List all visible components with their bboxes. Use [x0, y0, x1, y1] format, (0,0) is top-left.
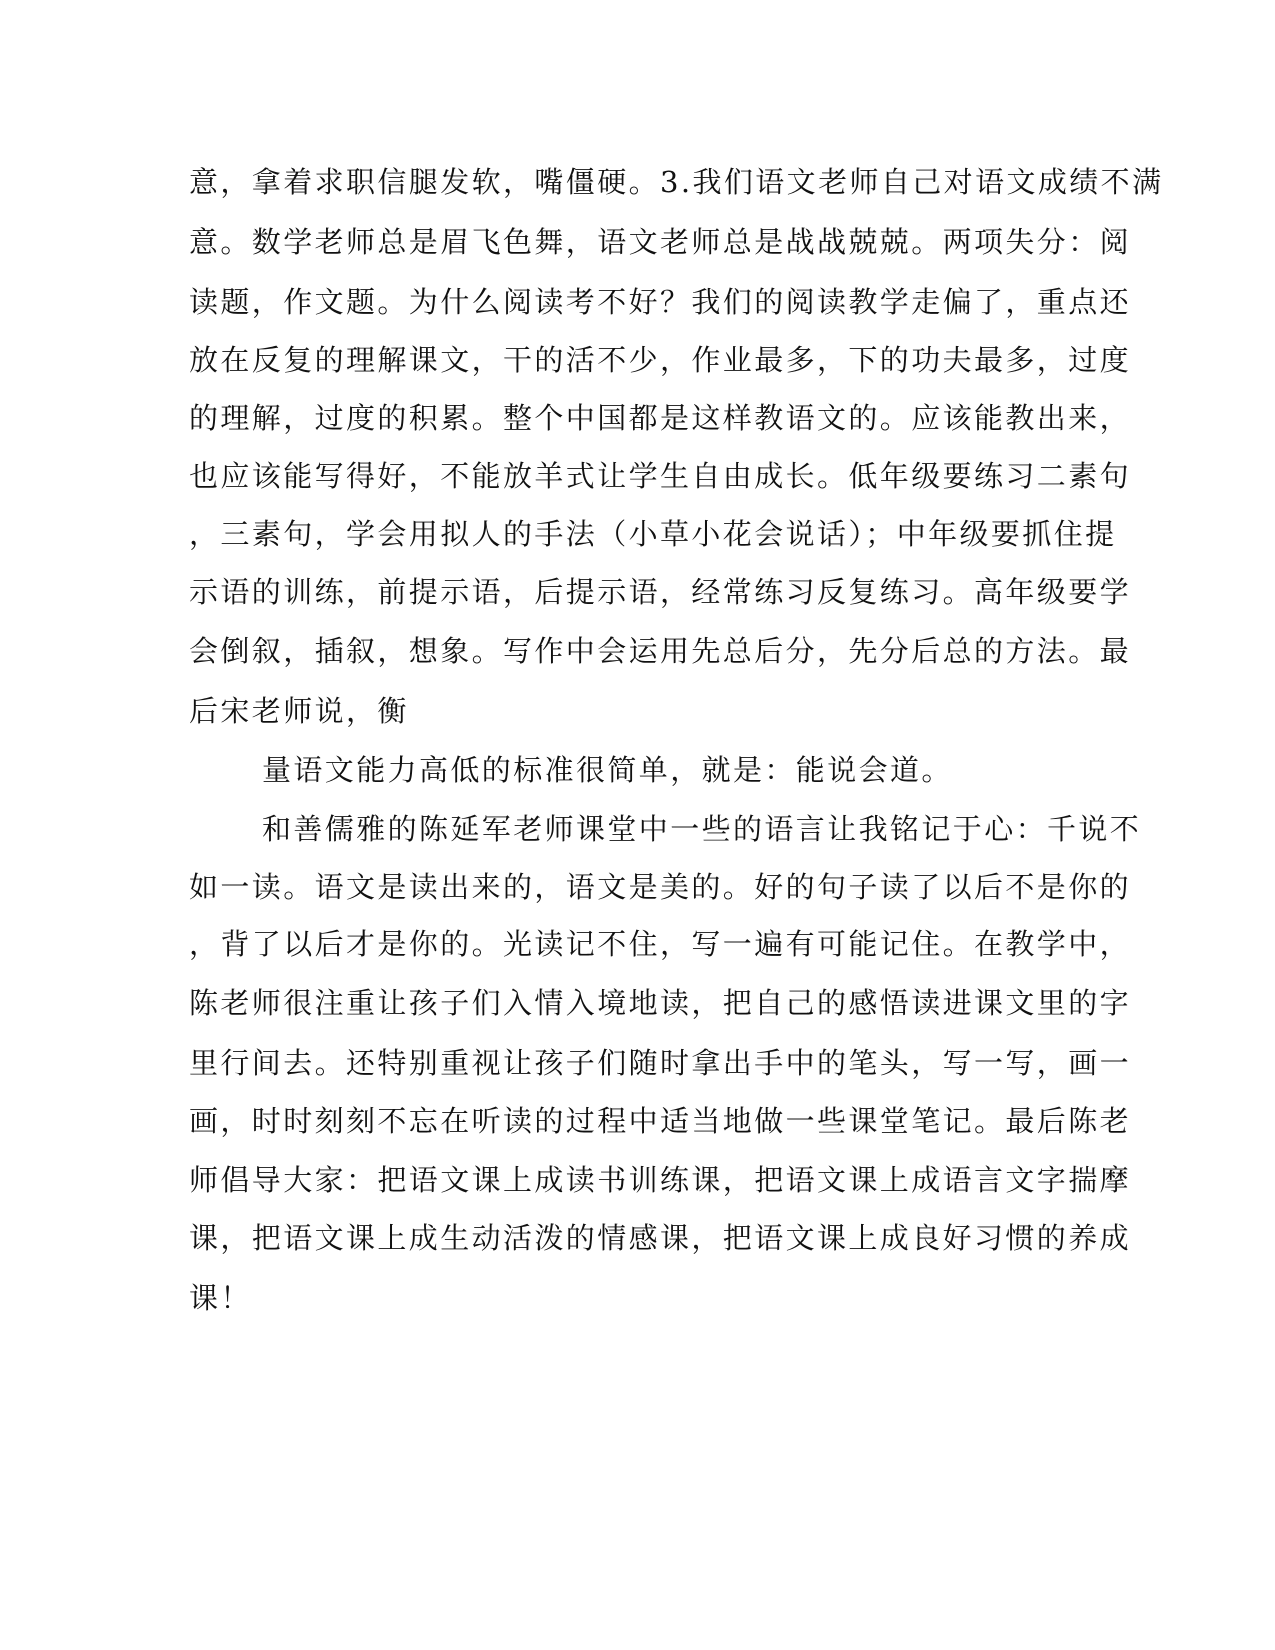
- paragraph-1-line-9: 会倒叙，插叙，想象。写作中会运用先总后分，先分后总的方法。最: [189, 634, 1132, 668]
- paragraph-3-line-4: 陈老师很注重让孩子们入情入境地读，把自己的感悟读进课文里的字: [189, 986, 1132, 1020]
- paragraph-1-line-4: 放在反复的理解课文，干的活不少，作业最多，下的功夫最多，过度: [189, 343, 1132, 377]
- paragraph-3-line-7: 师倡导大家：把语文课上成读书训练课，把语文课上成语言文字揣摩: [189, 1163, 1132, 1197]
- paragraph-1-line-1: 意，拿着求职信腿发软，嘴僵硬。3.我们语文老师自己对语文成绩不满: [189, 165, 1164, 199]
- paragraph-1-line-8: 示语的训练，前提示语，后提示语，经常练习反复练习。高年级要学: [189, 575, 1132, 609]
- paragraph-3-line-2: 如一读。语文是读出来的，语文是美的。好的句子读了以后不是你的: [189, 870, 1132, 904]
- paragraph-3-line-5: 里行间去。还特别重视让孩子们随时拿出手中的笔头，写一写，画一: [189, 1046, 1132, 1080]
- paragraph-2-line-1: 量语文能力高低的标准很简单，就是：能说会道。: [262, 753, 953, 787]
- paragraph-1-line-6: 也应该能写得好，不能放羊式让学生自由成长。低年级要练习二素句: [189, 459, 1132, 493]
- paragraph-3-line-6: 画，时时刻刻不忘在听读的过程中适当地做一些课堂笔记。最后陈老: [189, 1104, 1132, 1138]
- paragraph-1-line-7: ，三素句，学会用拟人的手法（小草小花会说话）；中年级要抓住提: [189, 517, 1117, 551]
- paragraph-3-line-8: 课，把语文课上成生动活泼的情感课，把语文课上成良好习惯的养成: [189, 1221, 1132, 1255]
- paragraph-1-line-2: 意。数学老师总是眉飞色舞，语文老师总是战战兢兢。两项失分：阅: [189, 225, 1132, 259]
- paragraph-1-line-3: 读题，作文题。为什么阅读考不好？我们的阅读教学走偏了，重点还: [189, 285, 1132, 319]
- paragraph-3-line-9: 课！: [189, 1281, 252, 1315]
- paragraph-3-line-3: ，背了以后才是你的。光读记不住，写一遍有可能记住。在教学中，: [189, 927, 1132, 961]
- paragraph-1-line-5: 的理解，过度的积累。整个中国都是这样教语文的。应该能教出来，: [189, 401, 1132, 435]
- paragraph-3-line-1: 和善儒雅的陈延军老师课堂中一些的语言让我铭记于心：千说不: [262, 812, 1142, 846]
- paragraph-1-line-10: 后宋老师说，衡: [189, 694, 409, 728]
